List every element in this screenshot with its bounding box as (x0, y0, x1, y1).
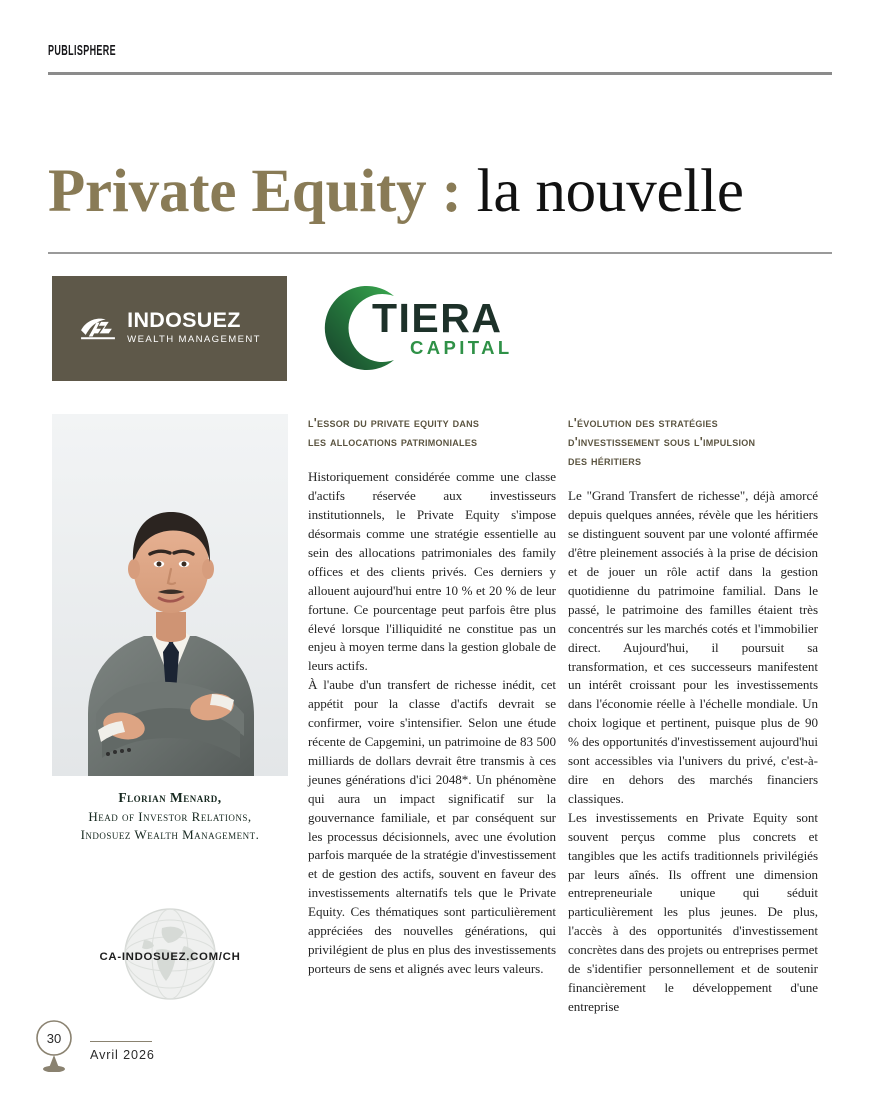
footer-divider (90, 1041, 152, 1042)
tiera-capital-logo (310, 272, 560, 384)
left-column (52, 414, 288, 963)
tiera-wordmark: TIERA (372, 295, 503, 341)
portrait-photo (52, 414, 288, 776)
header-divider (48, 72, 832, 75)
website-block (52, 906, 288, 1012)
middle-column-body (308, 468, 556, 978)
subheading-line: d'investissement sous l'impulsion (568, 435, 756, 450)
caption-role: Head of Investor Relations, (88, 808, 252, 824)
tiera-tagline: CAPITAL (410, 337, 513, 358)
paragraph: À l'aube d'un transfert de richesse inédit, cet appétit pour la classe d'actifs devrait se confirmer, voire s'intensifier. Selon une étude récente de Capgemini, un patrimoine de 83 500 milliards de dollars devrait être transmis à ces jeunes générations d'ici 2048*. Un phénomène qui aura un impact significatif sur la gouvernance familiale, et par conséquent sur les processus décisionnels, avec une évolution parfois marquée de la stratégie d'investissement et de gestion des actifs, souvent en faveur des investissements alternatifs tels que le Private Equity. Ces thématiques sont particulièrement appréciées des nouvelles générations, qui privilégient de plus en plus des investissements porteurs de sens et alignés avec leurs valeurs. (308, 677, 556, 976)
indosuez-tagline: WEALTH MANAGEMENT (127, 334, 261, 346)
headline-rest: la nouvelle (461, 157, 744, 225)
paragraph: Historiquement considérée comme une classe d'actifs réservée aux investisseurs institutionnels, le Private Equity s'impose désormais comme une stratégie essentielle au sein des allocations patrimoniales des family offices et des clients privés. Ces derniers y allouent aujourd'hui entre 10 % et 20 % de leur fortune. Ce pourcentage peut parfois être plus élevé lorsque l'illiquidité ne constitue pas un enjeu à moyen terme dans la gestion globale de leurs actifs. (308, 469, 556, 674)
page-title (48, 159, 848, 225)
kicker-label: PUBLISPHERE (48, 43, 117, 59)
indosuez-wordmark: INDOSUEZ (127, 307, 241, 332)
subheading-line: les allocations patrimoniales (308, 435, 478, 450)
middle-column-subheading (308, 414, 556, 452)
caption-name: Florian Menard, (118, 790, 222, 805)
headline-accent: Private Equity : (48, 157, 462, 225)
paragraph: Les investissements en Private Equity sont souvent perçus comme plus concrets et tangibles que les actifs traditionnels privilégiés par leurs aînés. Ils offrent une dimension entrepreneuriale unique qui séduit particulièrement les plus jeunes. De plus, l'accès à des opportunités d'investissement concrètes dans des projets ou entreprises permet de s'identifier personnellement et de soutenir financièrement le développement d'une entreprise (568, 809, 818, 1014)
middle-column (308, 414, 556, 979)
right-column-body (568, 487, 818, 1016)
subheading-line: l'évolution des stratégies (568, 416, 718, 430)
issue-date: Avril 2026 (90, 1048, 155, 1062)
indosuez-logo (52, 276, 287, 381)
website-url[interactable]: CA-INDOSUEZ.COM/CH (99, 951, 241, 963)
caption-company: Indosuez Wealth Management. (80, 827, 260, 843)
page-footer (36, 1020, 336, 1080)
subheading-line: l'essor du private equity dans (308, 416, 480, 430)
subheading-line: des héritiers (568, 454, 642, 469)
paragraph: Le "Grand Transfert de richesse", déjà amorcé depuis quelques années, révèle que les héritiers se distinguent souvent par une volonté affirmée d'être pleinement associés à la prise de décision et de jouer un rôle actif dans la gestion quotidienne du patrimoine familial. Dans le passé, le patrimoine des familles étaient très concentrés sur les marchés cotés et l'immobilier direct. Aujourd'hui, il poursuit sa transformation, et ces successeurs manifestent un intérêt croissant pour les investissements dans l'économie réelle à l'échelle mondiale. Un choix logique et pertinent, puisque plus de 90 % des opportunités d'investissement aujourd'hui sont accessibles via l'univers du privé, c'est-à-dire en dehors des marchés financiers classiques. (568, 488, 818, 806)
headline-divider (48, 252, 832, 254)
right-column (568, 414, 818, 1017)
credit-agricole-mark-icon (78, 313, 118, 343)
right-column-subheading (568, 414, 818, 471)
section-kicker (48, 44, 832, 60)
portrait-caption (52, 788, 288, 845)
page-number: 30 (46, 1030, 62, 1046)
